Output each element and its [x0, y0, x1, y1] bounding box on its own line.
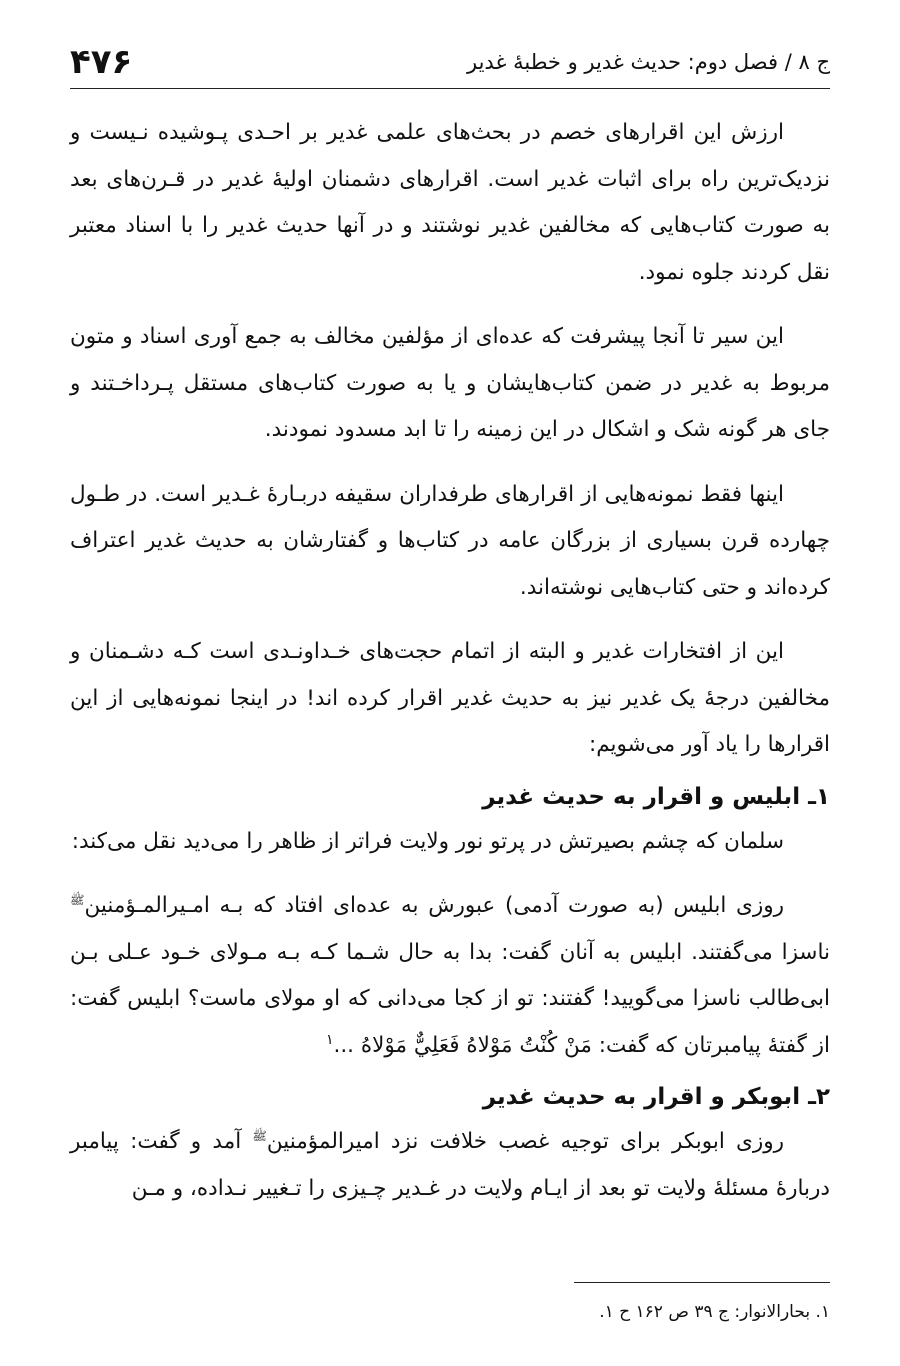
page-body — [70, 110, 830, 1230]
paragraph-3: اینها فقط نمونه‌هایی از اقرارهای طرفداران سقیفه دربـارهٔ غـدیر است. در طـول چهارده قرن بسیاری از بزرگان عامه در کتاب‌ها و گفتارشان به حدیث غدیر اعتراف کرده‌اند و حتی کتاب‌هایی نوشته‌اند. — [70, 481, 830, 600]
footnote-rule — [574, 1282, 830, 1283]
honorific-mark: ﷺ — [70, 892, 85, 907]
quote-text-1: روزی ابلیس (به صورت آدمی) عبورش به عده‌ای افتاد که بـه امـیرالمـؤمنین — [84, 893, 784, 918]
page-header — [70, 30, 830, 82]
section2-text-2: آمد و گفت: پیامبر دربارهٔ مسئلهٔ ولایت تو بعد از ایـام ولایت در غـدیر چـیزی را تـغییر نـداده، و مـن — [70, 1129, 830, 1201]
running-head: ج ۸ / فصل دوم: حدیث غدیر و خطبهٔ غدیر — [466, 50, 830, 74]
page-number: ۴۷۶ — [70, 42, 133, 82]
quote-text-2: ناسزا می‌گفتند. ابلیس به آنان گفت: بدا به حال شـما کـه بـه مـولای خـود عـلی بـن ابی‌طالب ناسزا می‌گویید! گفتند: تو از کجا می‌دانی که او مولای ماست؟ ابلیس گفت: از گفتهٔ پیامبرتان که گفت: مَنْ كُنْتُ مَوْلاهُ فَعَلِيٌّ مَوْلاهُ ... — [70, 939, 830, 1058]
paragraph-4: این از افتخارات غدیر و البته از اتمام حجت‌های خـداونـدی است کـه دشـمنان و مخالفین درجهٔ یک غدیر نیز به حدیث غدیر اقرار کرده اند! در اینجا نمونه‌هایی از این اقرارها را یاد آور می‌شویم: — [70, 639, 830, 757]
section-heading-iblis: ۱ـ ابلیس و اقرار به حدیث غدیر — [482, 783, 830, 810]
paragraph-2: این سیر تا آنجا پیشرفت که عده‌ای از مؤلفین مخالف به جمع آوری اسناد و متون مربوط به غدیر در ضمن کتاب‌هایشان و یا به صورت کتاب‌های مستقل پـرداخـتند و جای هر گونه شک و اشکال در این زمینه را تا ابد مسدود نمودند. — [70, 324, 830, 442]
section2-text — [70, 1119, 830, 1212]
section1-intro: سلمان که چشم بصیرتش در پرتو نور ولایت فراتر از ظاهر را می‌دید نقل می‌کند: — [71, 828, 784, 854]
honorific-mark: ﷺ — [252, 1128, 267, 1143]
footnote: ۱. بحارالانوار: ج ۳۹ ص ۱۶۲ ح ۱. — [599, 1302, 830, 1322]
section-heading-abubakr: ۲ـ ابوبکر و اقرار به حدیث غدیر — [482, 1084, 830, 1110]
footnote-reference[interactable]: ۱ — [325, 1031, 334, 1048]
section2-text-1: روزی ابوبکر برای توجیه غصب خلافت نزد امیرالمؤمنین — [266, 1129, 784, 1154]
header-rule — [70, 88, 830, 89]
paragraph-1: ارزش این اقرارهای خصم در بحث‌های علمی غدیر بر احـدی پـوشیده نـیست و نزدیک‌ترین راه برای اثبات غدیر است. اقرارهای دشمنان اولیهٔ غدیر در قـرن‌های بعد به صورت کتاب‌هایی که مخالفین غدیر نوشتند و در آنها حدیث غدیر را با اسناد معتبر نقل کردند جلوه نمود. — [70, 120, 830, 285]
section1-quote — [70, 883, 830, 1069]
